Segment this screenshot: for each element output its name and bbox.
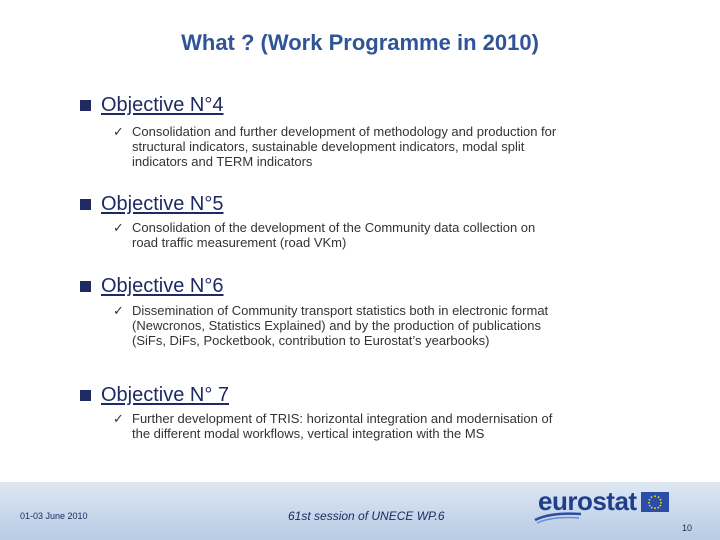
objective-5-label: Objective N°5 xyxy=(101,193,224,215)
logo-swoosh-icon xyxy=(533,510,583,524)
objective-4-line-3: indicators and TERM indicators xyxy=(132,154,313,169)
eu-flag-icon xyxy=(641,492,669,512)
square-bullet-icon xyxy=(80,390,91,401)
logo-wordmark: eurostat xyxy=(538,486,637,516)
objective-6-detail xyxy=(113,303,673,348)
objective-7-detail xyxy=(113,411,673,441)
square-bullet-icon xyxy=(80,281,91,292)
objective-5-line-1: Consolidation of the development of the Community data collection on xyxy=(132,220,536,235)
objective-7 xyxy=(80,384,229,407)
objective-7-line-1: Further development of TRIS: horizontal integration and modernisation of xyxy=(132,411,553,426)
objective-6-line-1: Dissemination of Community transport statistics both in electronic format xyxy=(132,303,549,318)
footer-date: 01-03 June 2010 xyxy=(20,511,88,521)
objective-7-line-2: the different modal workflows, vertical integration with the MS xyxy=(132,426,485,441)
checkmark-icon: ✓ xyxy=(113,303,124,318)
objective-4-label: Objective N°4 xyxy=(101,94,224,116)
checkmark-icon: ✓ xyxy=(113,124,124,139)
slide-title: What ? (Work Programme in 2010) xyxy=(181,30,539,55)
objective-4-line-2: structural indicators, sustainable development indicators, modal split xyxy=(132,139,525,154)
checkmark-icon: ✓ xyxy=(113,411,124,426)
objective-6-label: Objective N°6 xyxy=(101,275,224,297)
objective-4-detail xyxy=(113,124,673,169)
objective-4-line-1: Consolidation and further development of methodology and production for xyxy=(132,124,557,139)
objective-4-text xyxy=(132,124,673,169)
footer-session: 61st session of UNECE WP.6 xyxy=(288,509,445,523)
objective-7-text xyxy=(132,411,673,441)
objective-5-text xyxy=(132,220,673,250)
objective-6 xyxy=(80,275,224,298)
checkmark-icon: ✓ xyxy=(113,220,124,235)
objective-4 xyxy=(80,94,224,117)
objective-6-line-2: (Newcronos, Statistics Explained) and by the production of publications xyxy=(132,318,541,333)
page-number: 10 xyxy=(682,523,693,533)
objective-5 xyxy=(80,193,224,216)
objective-6-text xyxy=(132,303,673,348)
square-bullet-icon xyxy=(80,199,91,210)
square-bullet-icon xyxy=(80,100,91,111)
objective-5-detail xyxy=(113,220,673,250)
objective-7-label: Objective N° 7 xyxy=(101,384,230,406)
objective-5-line-2: road traffic measurement (road VKm) xyxy=(132,235,347,250)
objective-6-line-3: (SiFs, DiFs, Pocketbook, contribution to Eurostat’s yearbooks) xyxy=(132,333,490,348)
